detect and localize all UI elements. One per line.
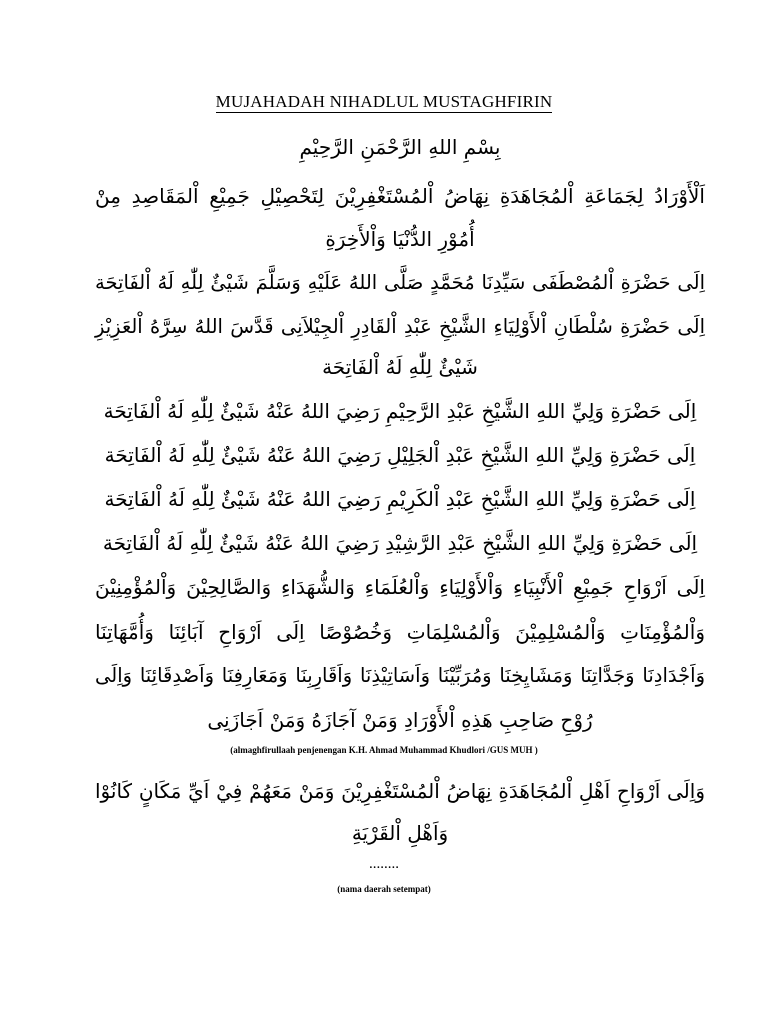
arabic-line-9: اِلَى حَضْرَةِ وَلِيِّ اللهِ الشَّيْخِ عَبْدِ الرَّشِيْدِ رَضِيَ اللهُ عَنْهُ شَيْئٌ لِلّٰهِ لَهُ اْلفَاتِحَة <box>102 531 698 555</box>
arabic-line-10: اِلَى اَرْوَاحِ جَمِيْعِ اْلأَنْبِيَاءِ وَاْلأَوْلِيَاءِ وَاْلعُلَمَاءِ وَالشُّهَدَاءِ وَالصَّالِحِيْنَ وَاْلمُؤْمِنِيْنَ <box>95 575 705 599</box>
arabic-line-13: رُوْحِ صَاحِبِ هَذِهِ اْلأَوْرَادِ وَمَنْ آجَازَهُ وَمَنْ اَجَازَنِى <box>207 708 593 732</box>
document-title-text: MUJAHADAH NIHADLUL MUSTAGHFIRIN <box>215 92 553 111</box>
arabic-line-11: وَاْلمُؤْمِنَاتِ وَاْلمُسْلِمِيْنَ وَاْلمُسْلِمَاتِ وَخُصُوْصًا اِلَى اَرْوَاحِ آبَائِنَا وَأُمَّهَاتِنَا <box>95 620 705 644</box>
arabic-line-15: وَاَهْلِ اْلقَرْيَةِ <box>351 821 449 845</box>
document-title <box>0 92 768 112</box>
arabic-line-6: اِلَى حَضْرَةِ وَلِيِّ اللهِ الشَّيْخِ عَبْدِ الرَّحِيْمِ رَضِيَ اللهُ عَنْهُ شَيْئٌ لِلّٰهِ لَهُ اْلفَاتِحَة <box>103 399 697 423</box>
note-nama-daerah: (nama daerah setempat) <box>337 884 431 894</box>
arabic-line-2: أُمُوْرِ الدُّنْيَا وَاْلأَخِرَةِ <box>325 227 475 251</box>
basmalah: بِسْمِ اللهِ الرَّحْمَنِ الرَّحِيْمِ <box>299 135 501 159</box>
arabic-line-14: وَاِلَى اَرْوَاحِ اَهْلِ اْلمُجَاهَدَةِ نِهَاضُ اْلمُسْتَغْفِرِيْنَ وَمَنْ مَعَهُمْ فِيْ اَيِّ مَكَانٍ كَانُوْا <box>95 779 705 803</box>
arabic-line-7: اِلَى حَضْرَةِ وَلِيِّ اللهِ الشَّيْخِ عَبْدِ اْلجَلِيْلِ رَضِيَ اللهُ عَنْهُ شَيْئٌ لِلّٰهِ لَهُ اْلفَاتِحَة <box>104 443 696 467</box>
note-almaghfirullah: (almaghfirullaah penjenengan K.H. Ahmad Muhammad Khudlori /GUS MUH ) <box>230 745 538 755</box>
arabic-line-4: اِلَى حَضْرَةِ سُلْطَانِ اْلأَوْلِيَاءِ الشَّيْخِ عَبْدِ اْلقَادِرِ اْلجِيْلاَنِى قَدَّسَ اللهُ سِرَّهُ اْلعَزِيْزِ <box>95 315 705 338</box>
arabic-line-3: اِلَى حَضْرَةِ اْلمُصْطَفَى سَيِّدِنَا مُحَمَّدٍ صَلَّى اللهُ عَلَيْهِ وَسَلَّمَ شَيْئٌ لِلّٰهِ لَهُ اْلفَاتِحَة <box>95 271 705 294</box>
arabic-line-12: وَاَجْدَادِنَا وَجَدَّاتِنَا وَمَشَايِخِنَا وَمُرَبِّيْنَا وَاَسَاتِيْذِنَا وَاَقَارِبِنَا وَمَعَارِفِنَا وَاَصْدِقَائِنَا وَاِلَى <box>95 664 705 687</box>
arabic-line-1: اَلْأَوْرَادُ لِجَمَاعَةِ اْلمُجَاهَدَةِ نِهَاضُ اْلمُسْتَغْفِرِيْنَ لِتَحْصِيْلِ جَمِيْعِ اْلمَقَاصِدِ مِنْ <box>95 184 705 208</box>
arabic-line-8: اِلَى حَضْرَةِ وَلِيِّ اللهِ الشَّيْخِ عَبْدِ اْلكَرِيْمِ رَضِيَ اللهُ عَنْهُ شَيْئٌ لِلّٰهِ لَهُ اْلفَاتِحَة <box>104 487 696 511</box>
arabic-line-5: شَيْئٌ لِلّٰهِ لَهُ اْلفَاتِحَة <box>322 355 478 379</box>
dots-placeholder: ........ <box>369 856 399 872</box>
